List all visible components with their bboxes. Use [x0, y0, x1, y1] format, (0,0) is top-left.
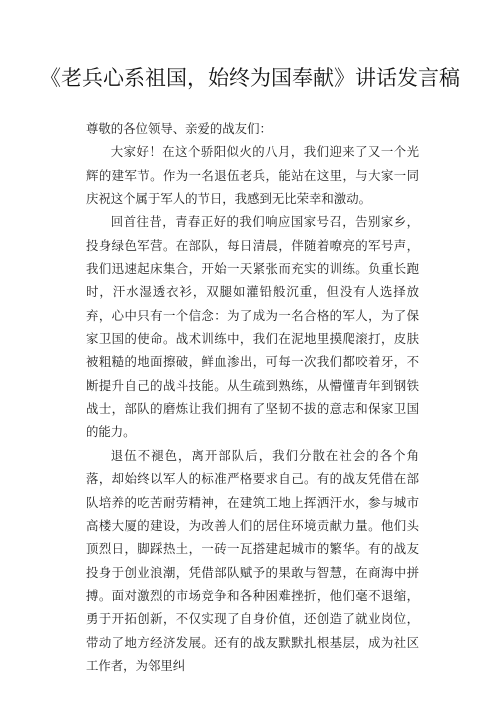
paragraph-1: 大家好！在这个骄阳似火的八月，我们迎来了又一个光辉的建军节。作为一名退伍老兵，能站在这里，与大家一同庆祝这个属于军人的节日，我感到无比荣幸和激动。 — [86, 144, 419, 207]
document-body — [86, 117, 419, 677]
salutation: 尊敬的各位领导、亲爱的战友们： — [86, 121, 272, 136]
paragraph-3: 退伍不褪色，离开部队后，我们分散在社会的各个角落，却始终以军人的标准严格要求自己。有的战友凭借在部队培养的吃苦耐劳精神，在建筑工地上挥洒汗水，参与城市高楼大厦的建设，为改善人们的居住环境贡献力量。他们头顶烈日，脚踩热土，一砖一瓦搭建起城市的繁华。有的战友投身于创业浪潮，凭借部队赋予的果敢与智慧，在商海中拼搏。面对激烈的市场竞争和各种困难挫折，他们毫不退缩，勇于开拓创新，不仅实现了自身价值，还创造了就业岗位，带动了地方经济发展。还有的战友默默扎根基层，成为社区工作者，为邻里纠 — [86, 447, 419, 673]
paragraph-2: 回首往昔，青春正好的我们响应国家号召，告别家乡，投身绿色军营。在部队，每日清晨，伴随着嘹亮的军号声，我们迅速起床集合，开始一天紧张而充实的训练。负重长跑时，汗水湿透衣衫，双腿如灌铅般沉重，但没有人选择放弃，心中只有一个信念：为了成为一名合格的军人，为了保家卫国的使命。战术训练中，我们在泥地里摸爬滚打，皮肤被粗糙的地面擦破，鲜血渗出，可每一次我们都咬着牙，不断提升自己的战斗技能。从生疏到熟练，从懵懂青年到钢铁战士，部队的磨炼让我们拥有了坚韧不拔的意志和保家卫国的能力。 — [86, 214, 419, 440]
document-title: 《老兵心系祖国，始终为国奉献》讲话发言稿 — [40, 66, 460, 90]
